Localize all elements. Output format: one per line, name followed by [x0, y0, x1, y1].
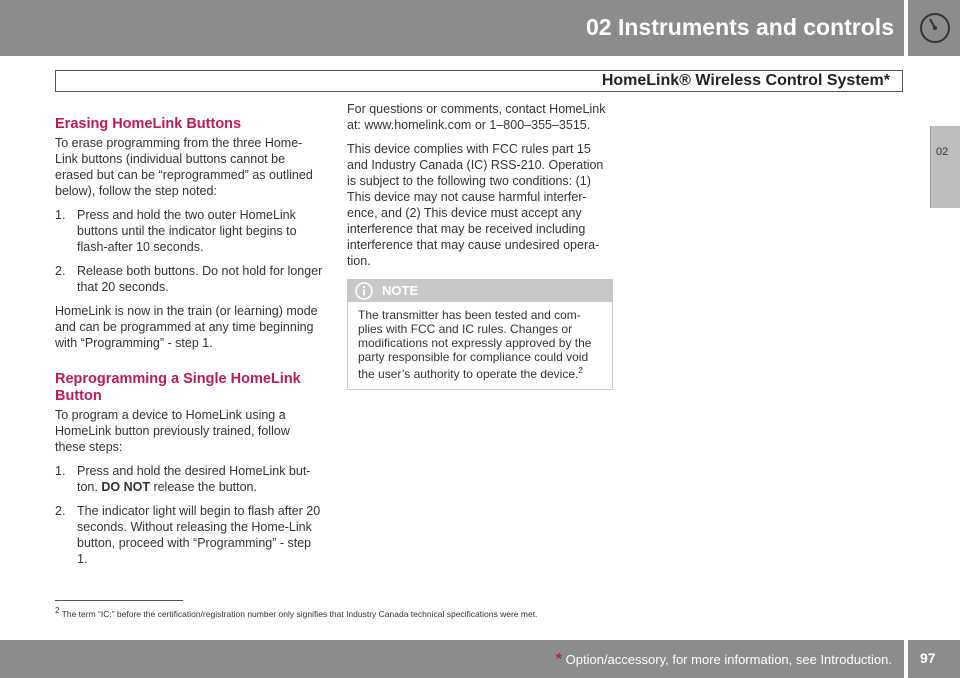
info-icon: [354, 282, 374, 300]
middle-column: [347, 101, 615, 390]
erase-steps: [55, 207, 323, 295]
paragraph: To program a device to HomeLink using a HomeLink button previously trained, follow these steps:: [55, 408, 290, 454]
footer-text: * Option/accessory, for more information, see Introduction.: [555, 651, 892, 668]
footnote-rule: [55, 600, 183, 601]
do-not-emphasis: DO NOT: [101, 480, 150, 494]
note-box: [347, 279, 613, 390]
note-label: NOTE: [382, 283, 419, 298]
heading-erasing: Erasing HomeLink Buttons: [55, 116, 242, 132]
heading-reprogramming: Reprogramming a Single HomeLink Button: [55, 371, 301, 404]
footnote-ref: 2: [578, 366, 583, 375]
list-item: 2. The indicator light will begin to flash after 20 seconds. Without releasing the Home-Link button, proceed with “Programming” - step 1.: [55, 504, 321, 566]
chapter-title: 02 Instruments and controls: [585, 14, 894, 40]
note-body: The transmitter has been tested and com-plies with FCC and IC rules. Changes or modifications not expressly approved by the party responsible for compliance could void the user’s authority to operate the device.$^2$: [358, 308, 592, 381]
page-number: 97: [920, 650, 936, 666]
chapter-side-tab: [930, 126, 960, 208]
option-star: *: [555, 651, 563, 668]
section-title: HomeLink® Wireless Control System*: [601, 72, 890, 89]
paragraph: To erase programming from the three Home-Link buttons (individual buttons cannot be erased but can be “reprogrammed” as outlined below), follow the step noted:: [55, 136, 313, 198]
section-bar: [55, 70, 903, 92]
reprogram-steps: [55, 463, 323, 567]
chapter-icon-box: [906, 0, 960, 56]
note-header: [348, 280, 612, 302]
paragraph: This device complies with FCC rules part 15 and Industry Canada (IC) RSS-210. Operation is subject to the following two conditions: (1) This device may not cause harmful interfer-ence, and (2) This device must accept any interference that may be received including interference that may cause undesired opera-tion.: [347, 142, 604, 268]
paragraph: HomeLink is now in the train (or learning) mode and can be programmed at any time beginning with “Programming” - step 1.: [55, 304, 318, 350]
side-tab-label: 02: [936, 146, 949, 158]
gauge-icon: [918, 9, 952, 47]
list-item: 1. Press and hold the desired HomeLink but-ton. DO NOT release the button.: [55, 464, 311, 494]
list-item: 1. Press and hold the two outer HomeLink buttons until the indicator light begins to flash-after 10 seconds.: [55, 208, 297, 254]
footnote: $^2$ The term “IC:” before the certification/registration number only signifies that Industry Canada technical specifications were met.: [55, 606, 538, 619]
paragraph: For questions or comments, contact HomeLink at: www.homelink.com or 1–800–355–3515.: [347, 102, 606, 132]
list-item: 2. Release both buttons. Do not hold for longer that 20 seconds.: [55, 264, 323, 294]
page-number-box: [906, 640, 960, 678]
left-column: [55, 116, 323, 575]
